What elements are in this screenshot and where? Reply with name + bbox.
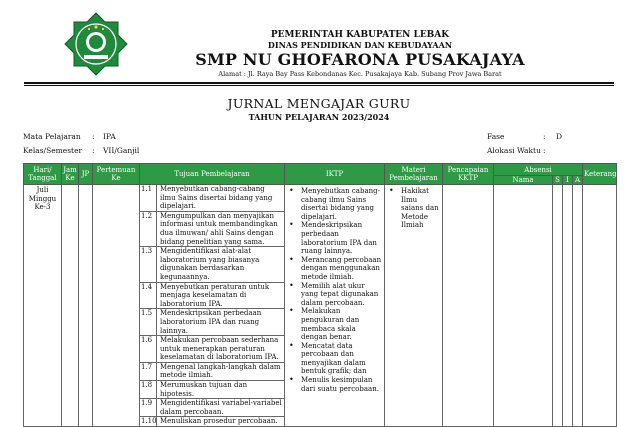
objective-number: 1.1: [140, 185, 157, 211]
cell-att-name: [494, 185, 553, 427]
iktp-item: • Menulis kesimpulan dari suatu percobaan.: [288, 376, 382, 393]
header-jp: JP: [79, 164, 93, 185]
objective-number: 1.5: [140, 309, 157, 335]
iktp-item: • Mendeskripsikan perbedaan laboratorium IPA dan ruang lainnya.: [288, 221, 382, 255]
iktp-item: • Melakukan pengukuran dan membaca skala dengan benar.: [288, 307, 382, 341]
cell-objectives: [140, 185, 285, 427]
iktp-list: [285, 185, 384, 393]
header-meeting: Pertemuan Ke: [93, 164, 140, 185]
objective-number: 1.3: [140, 247, 157, 281]
header-iktp: IKTP: [285, 164, 385, 185]
subject-value: IPA: [103, 132, 116, 141]
objective-number: 1.7: [140, 363, 157, 380]
header-date: Hari/ Tanggal: [24, 164, 62, 185]
objective-text: Mendeskripsikan perbedaan laboratorium IPA dan ruang lainnya.: [160, 309, 262, 335]
subject-separator: :: [92, 132, 95, 141]
cell-notes: [583, 185, 617, 427]
subject-label: Mata Pelajaran: [23, 132, 81, 141]
objective-text: Menuliskan prosedur percobaan.: [160, 417, 278, 426]
table-row: [24, 185, 617, 427]
header-hour: Jam Ke: [62, 164, 79, 185]
cell-att-s: [553, 185, 563, 427]
header-material: Materi Pembelajaran: [385, 164, 443, 185]
objective-number: 1.2: [140, 212, 157, 246]
class-value: VII/Ganjil: [103, 146, 140, 155]
school-logo-icon: [64, 12, 128, 76]
school-address: Alamat : Jl. Raya Bay Pass Kebondanas Kec. Pusakajaya Kab. Subang Prov Jawa Barat: [218, 70, 502, 78]
journal-table: [23, 163, 626, 427]
class-label: Kelas/Semester: [23, 146, 83, 155]
objective-text: Menyebutkan cabang-cabang ilmu Sains disertai bidang yang dipelajari.: [160, 185, 273, 211]
objective-item: [140, 212, 284, 247]
document-title: JURNAL MENGAJAR GURU: [227, 96, 411, 111]
phase-value: D: [556, 132, 563, 141]
cell-iktp: [285, 185, 385, 427]
letterhead-text: [150, 30, 570, 79]
header-attendance: Absensi: [494, 164, 583, 176]
letterhead-divider-thick: [24, 82, 614, 84]
iktp-item: • Merancang percobaan dengan menggunakan metode ilmiah.: [288, 256, 382, 282]
time-separator: :: [543, 146, 546, 155]
letterhead: [0, 0, 638, 84]
objective-text: Melakukan percobaan sederhana untuk menerapkan peraturan keselamatan di laboratorium IPA.: [160, 336, 279, 362]
header-achievement: Pencapaian KKTP: [443, 164, 494, 185]
objective-item: [140, 247, 284, 282]
objective-text: Mengidentifikasi alat-alat laboratorium yang biasanya digunakan berdasarkan kegunaannya.: [160, 247, 260, 281]
cell-meeting: [93, 185, 140, 427]
objective-item: [140, 363, 284, 381]
objective-number: 1.10: [141, 417, 157, 426]
header-att-a: A: [573, 176, 583, 185]
objective-item: [140, 399, 284, 417]
objective-number: 1.4: [140, 283, 157, 309]
objective-text: Mengenal langkah-langkah dalam metode ilmiah.: [160, 362, 281, 380]
iktp-item: • Menyebutkan cabang-cabang ilmu Sains disertai bidang yang dipelajari.: [288, 187, 382, 221]
objective-text: Merumuskan tujuan dan hipotesis.: [160, 381, 248, 398]
objectives-list: [140, 185, 284, 426]
objective-item: [140, 336, 284, 363]
objective-text: Menyebutkan peraturan untuk menjaga keselamatan di laboratorium IPA.: [160, 282, 270, 308]
phase-separator: :: [543, 132, 546, 141]
header-notes: Keterangan: [583, 164, 617, 185]
header-att-name: Nama: [494, 176, 553, 185]
cell-achievement: [443, 185, 494, 427]
header-att-s: S: [553, 176, 563, 185]
iktp-item: • Mencatat data percobaan dan menyajikan dalam bentuk grafik; dan: [288, 342, 382, 376]
objective-item: [140, 309, 284, 336]
class-separator: :: [92, 146, 95, 155]
objective-item: [140, 417, 284, 426]
cell-material: [385, 185, 443, 427]
material-item: • Hakikat Ilmu saians dan Metode Ilmiah: [388, 187, 440, 230]
letterhead-divider-thin: [24, 85, 614, 86]
header-att-i: I: [563, 176, 573, 185]
government-name: PEMERINTAH KABUPATEN LEBAK: [270, 30, 450, 40]
material-list: [385, 185, 442, 230]
objective-number: 1.8: [140, 381, 157, 398]
school-name: SMP NU GHOFARONA PUSAKAJAYA: [195, 50, 525, 69]
cell-att-i: [563, 185, 573, 427]
objective-item: [140, 283, 284, 310]
objective-item: [140, 185, 284, 212]
iktp-item: • Memilih alat ukur yang tepat digunakan dalam percobaan.: [288, 282, 382, 308]
objective-number: 1.9: [140, 399, 157, 416]
objective-text: Mengumpulkan dan menyajikan informasi untuk membandingkan dua ilmuwan/ ahli Sains dengan bidang penelitian yang sama.: [160, 211, 278, 246]
department-name: DINAS PENDIDIKAN DAN KEBUDAYAAN: [267, 40, 453, 50]
phase-label: Fase: [487, 132, 505, 141]
cell-att-a: [573, 185, 583, 427]
header-objectives: Tujuan Pembelajaran: [140, 164, 285, 185]
objective-item: [140, 381, 284, 399]
objective-text: Mengidentifikasi variabel-variabel dalam percobaan.: [160, 399, 282, 416]
cell-jp: [79, 185, 93, 427]
time-label: Alokasi Waktu: [487, 146, 541, 155]
objective-number: 1.6: [140, 336, 157, 362]
cell-date: Juli Minggu Ke-3: [24, 185, 62, 427]
cell-hour: [62, 185, 79, 427]
document-subtitle: TAHUN PELAJARAN 2023/2024: [248, 112, 390, 122]
